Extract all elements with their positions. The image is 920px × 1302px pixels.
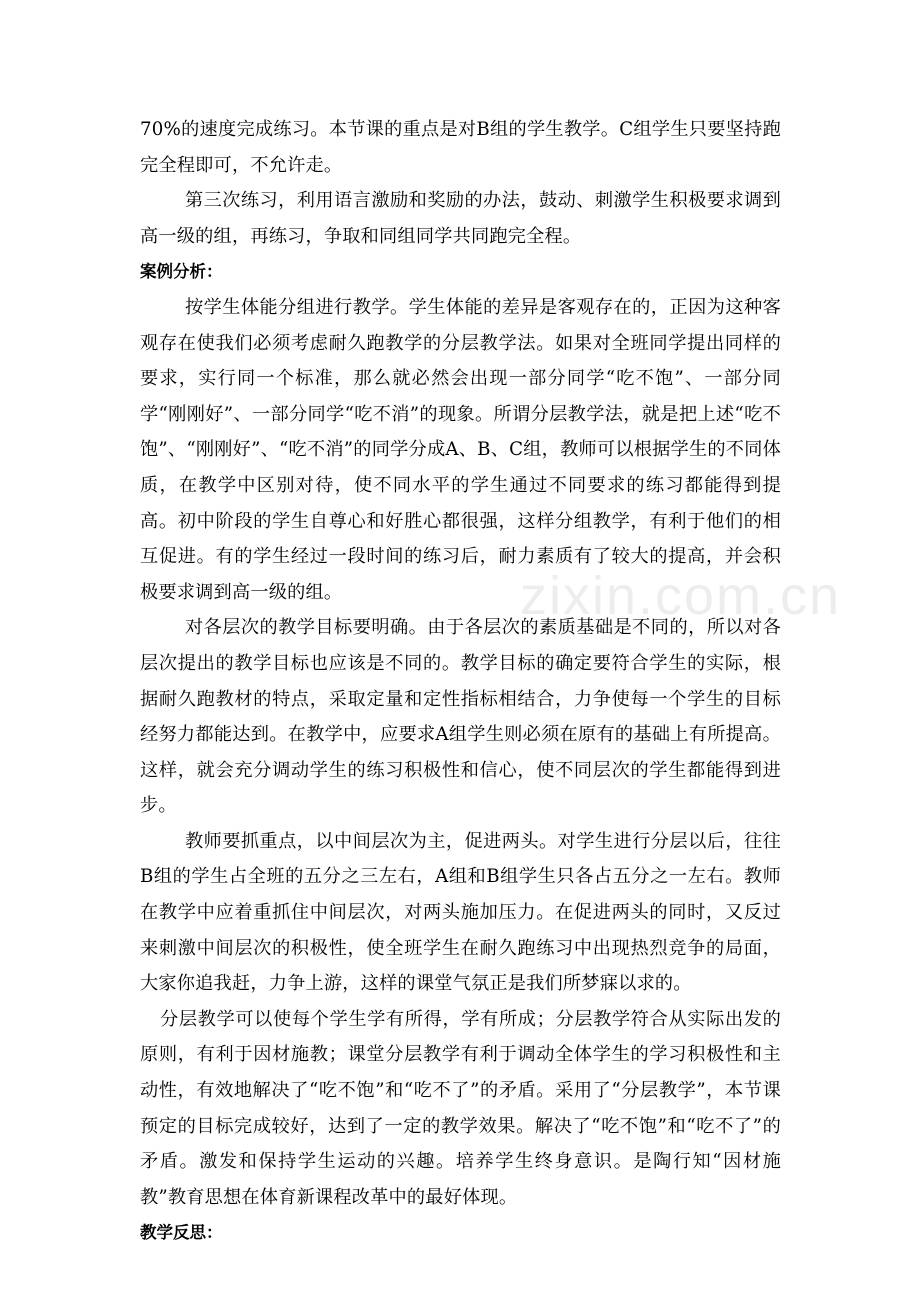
paragraph-3: 按学生体能分组进行教学。学生体能的差异是客观存在的，正因为这种客观存在使我们必须考虑耐久跑教学的分层教学法。如果对全班同学提出同样的要求，实行同一个标准，那么就必然会出现一部分同学“吃不饱”、一部分同学“刚刚好”、一部分同学“吃不消”的现象。所谓分层教学法，就是把上述“吃不饱”、“刚刚好”、“吃不消”的同学分成A、B、C组，教师可以根据学生的不同体质，在教学中区别对待，使不同水平的学生通过不同要求的练习都能得到提高。初中阶段的学生自尊心和好胜心都很强，这样分组教学，有利于他们的相互促进。有的学生经过一段时间的练习后，耐力素质有了较大的提高，并会积极要求调到高一级的组。: [140, 296, 781, 603]
paragraph-1: 70%的速度完成练习。本节课的重点是对B组的学生教学。C组学生只要坚持跑完全程即可，不允许走。: [140, 119, 781, 176]
heading-teaching-reflection: 教学反思：: [140, 1223, 223, 1243]
heading-case-analysis: 案例分析：: [140, 262, 223, 282]
paragraph-5: 教师要抓重点，以中间层次为主，促进两头。对学生进行分层以后，往往B组的学生占全班的五分之三左右，A组和B组学生只各占五分之一左右。教师在教学中应着重抓住中间层次，对两头施加压力。在促进两头的同时，又反过来刺激中间层次的积极性，使全班学生在耐久跑练习中出现热烈竞争的局面，大家你追我赶，力争上游，这样的课堂气氛正是我们所梦寐以求的。: [140, 830, 781, 995]
paragraph-4: 对各层次的教学目标要明确。由于各层次的素质基础是不同的，所以对各层次提出的教学目标也应该是不同的。教学目标的确定要符合学生的实际，根据耐久跑教材的特点，采取定量和定性指标相结合，力争使每一个学生的目标经努力都能达到。在教学中，应要求A组学生则必须在原有的基础上有所提高。这样，就会充分调动学生的练习积极性和信心，使不同层次的学生都能得到进步。: [140, 617, 781, 817]
paragraph-2: 第三次练习，利用语言激励和奖励的办法，鼓动、刺激学生积极要求调到高一级的组，再练习，争取和同组同学共同跑完全程。: [140, 190, 781, 247]
paragraph-6: 分层教学可以使每个学生学有所得，学有所成；分层教学符合从实际出发的原则，有利于因材施教；课堂分层教学有利于调动全体学生的学习积极性和主动性，有效地解决了“吃不饱”和“吃不了”的矛盾。采用了“分层教学”，本节课预定的目标完成较好，达到了一定的教学效果。解决了“吃不饱”和“吃不了”的矛盾。激发和保持学生运动的兴趣。培养学生终身意识。是陶行知“因材施教”教育思想在体育新课程改革中的最好体现。: [140, 1008, 781, 1208]
document-body: [140, 112, 781, 1251]
watermark-logo: zixin.com.cn: [520, 566, 842, 626]
